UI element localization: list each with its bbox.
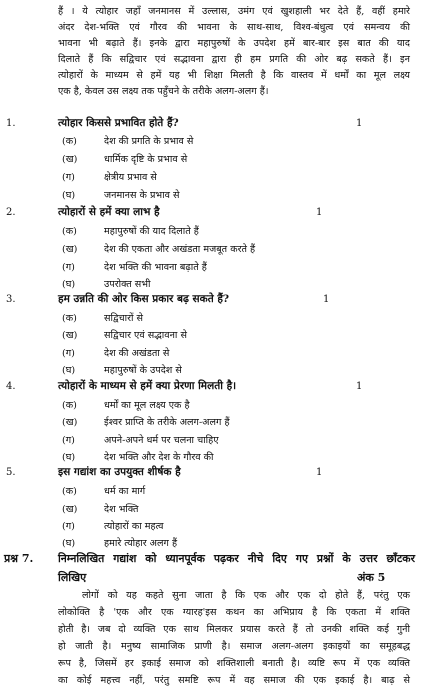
option-text: जनमानस के प्रभाव से	[104, 190, 180, 201]
question-text: हम उन्नति की ओर किस प्रकार बढ़ सकते हैं?	[58, 293, 230, 305]
option-label: (क)	[62, 136, 77, 147]
option-label: (घ)	[62, 279, 76, 290]
option-text: धर्मों का मूल लक्ष्य एक है	[104, 400, 190, 411]
question-label: प्रश्न 7.	[4, 552, 34, 565]
passage-top	[58, 4, 410, 100]
question-text: त्योहार किससे प्रभावित होते हैं?	[58, 117, 179, 129]
question-marks: 1	[316, 467, 323, 478]
passage-line: त्योहारों के माध्यम से हमें यह भी शिक्षा मिलती है कि वास्तव में धर्मों का मूल लक्ष्य	[58, 70, 410, 81]
passage-line: एक है, केवल उस लक्ष्य तक पहुँचने के तरीके अलग-अलग हैं।	[58, 86, 269, 97]
option-label: (ख)	[62, 417, 78, 428]
option-label: (ग)	[62, 521, 75, 532]
option-label: (ख)	[62, 154, 78, 165]
question-number: 1.	[6, 118, 16, 129]
option-text: देश की एकता और अखंडता मजबूत करते हैं	[104, 244, 256, 255]
option-label: (क)	[62, 400, 77, 411]
option-label: (क)	[62, 313, 77, 324]
question-instruction-cont: लिखिए	[58, 571, 87, 584]
passage-bottom	[58, 588, 410, 692]
question-text: इस गद्यांश का उपयुक्त शीर्षक है	[58, 466, 181, 478]
option-text: धर्म का मार्ग	[104, 486, 146, 497]
option-text: देश भक्ति	[104, 504, 139, 515]
question-marks: 1	[316, 207, 323, 218]
option-text: सद्विचार एवं सद्भावना से	[104, 330, 187, 341]
passage-line: लोगों को यह कहते सुना जाता है कि एक और एक दो होते हैं, परंतु एक	[82, 590, 410, 601]
option-label: (घ)	[62, 190, 76, 201]
option-text: धार्मिक दृष्टि के प्रभाव से	[104, 154, 188, 165]
option-text: देश की अखंडता से	[104, 348, 170, 359]
option-text: अपने-अपने धर्म पर चलना चाहिए	[104, 435, 219, 446]
passage-line: का कोई महत्त्व नहीं, परंतु समष्टि रूप में वह समाज की एक इकाई है। बाढ़ से	[58, 675, 410, 686]
passage-line: दिलाते हैं कि सद्विचार एवं सद्भावना द्वारा ही हम प्रगति की ओर बढ़ सकते हैं। इन	[58, 54, 410, 65]
option-text: देश भक्ति की भावना बढ़ाते हैं	[104, 262, 207, 273]
question-marks: 1	[356, 381, 363, 392]
option-label: (घ)	[62, 538, 76, 549]
option-label: (ख)	[62, 504, 78, 515]
option-text: देश की प्रगति के प्रभाव से	[104, 136, 194, 147]
passage-line: अंदर देश-भक्ति एवं गौरव की भावना के साथ-साथ, विश्व-बंधुत्व एवं समन्वय की	[58, 22, 410, 33]
option-text: देश भक्ति और देश के गौरव की	[104, 452, 214, 463]
question-marks: अंक 5	[357, 571, 386, 584]
question-number: 2.	[6, 207, 16, 218]
passage-line: हैं । ये त्योहार जहाँ जनमानस में उल्लास, उमंग एवं खुशहाली भर देते हैं, वहीं हमारे	[58, 6, 410, 17]
passage-line: लोकोक्ति है 'एक और एक ग्यारह'इस कथन का अभिप्राय है कि एकता में शक्ति	[58, 607, 410, 618]
option-label: (ग)	[62, 262, 75, 273]
question-marks: 1	[356, 118, 363, 129]
option-label: (घ)	[62, 452, 76, 463]
option-label: (क)	[62, 486, 77, 497]
option-text: सद्विचारों से	[104, 313, 144, 324]
question-number: 5.	[6, 467, 16, 478]
option-label: (घ)	[62, 365, 76, 376]
passage-line: होती है। जब दो व्यक्ति एक साथ मिलकर प्रयास करते हैं तो उनकी शक्ति कई गुनी	[58, 624, 410, 635]
option-text: उपरोक्त सभी	[104, 279, 151, 290]
option-label: (ग)	[62, 172, 75, 183]
question-instruction: निम्नलिखित गद्यांश को ध्यानपूर्वक पढ़कर नीचे दिए गए प्रश्नों के उत्तर छाँटकर	[58, 552, 415, 565]
option-text: क्षेत्रीय प्रभाव से	[104, 172, 157, 183]
question-number: 4.	[6, 381, 16, 392]
question-number: 3.	[6, 294, 16, 305]
question-text: त्योहारों से हमें क्या लाभ है	[58, 206, 160, 218]
question-text: त्योहारों के माध्यम से हमें क्या प्रेरणा मिलती है।	[58, 380, 237, 392]
option-label: (ख)	[62, 330, 78, 341]
option-text: त्योहारों का महत्व	[104, 521, 164, 532]
passage-line: भावना भी बढ़ाते हैं। इनके द्वारा महापुरुषों के उपदेश हमें बार-बार इस बात की याद	[58, 38, 410, 49]
option-text: ईश्वर प्राप्ति के तरीके अलग-अलग हैं	[104, 417, 230, 428]
option-label: (ग)	[62, 348, 75, 359]
option-text: महापुरुषों की याद दिलाते हैं	[104, 226, 199, 237]
passage-line: रूप है, जिसमें हर इकाई समाज को शक्तिशाली बनाती है। व्यष्टि रूप में एक व्यक्ति	[58, 658, 410, 669]
question-marks: 1	[323, 294, 330, 305]
passage-line: हो जाती है। मनुष्य सामाजिक प्राणी है। समाज अलग-अलग इकाइयों का समूहबद्ध	[58, 641, 410, 652]
option-text: हमारे त्योहार अलग हैं	[104, 538, 178, 549]
option-text: महापुरुषों के उपदेश से	[104, 365, 182, 376]
option-label: (क)	[62, 226, 77, 237]
option-label: (ग)	[62, 435, 75, 446]
option-label: (ख)	[62, 244, 78, 255]
